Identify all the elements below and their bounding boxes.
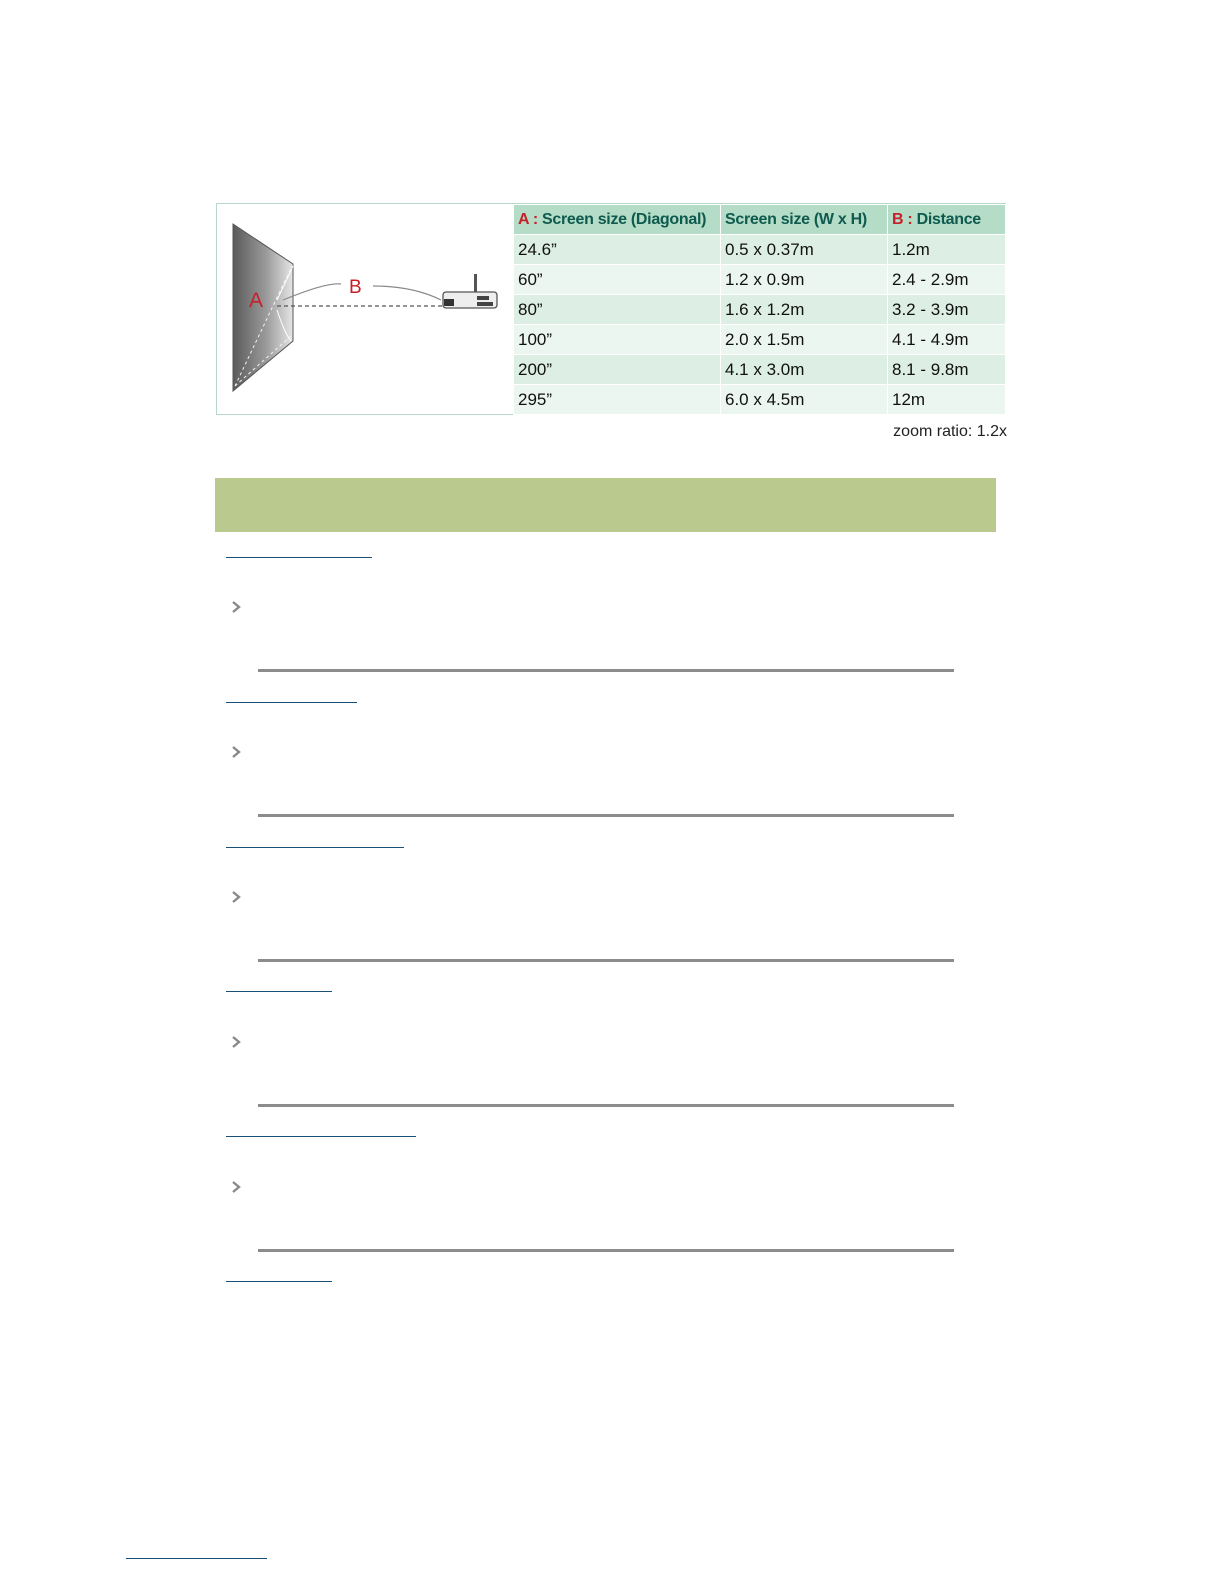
footnote-separator (126, 1558, 267, 1559)
projector-diagram (217, 204, 513, 414)
table-row: 80” 1.6 x 1.2m 3.2 - 3.9m (514, 295, 1006, 325)
chevron-right-icon (229, 890, 243, 904)
section-banner (215, 478, 996, 532)
header-diagonal: A : Screen size (Diagonal) (514, 205, 721, 235)
table-row: 60” 1.2 x 0.9m 2.4 - 2.9m (514, 265, 1006, 295)
chevron-right-icon (229, 1180, 243, 1194)
divider-rule (258, 669, 954, 672)
link-underline[interactable] (226, 1281, 332, 1282)
header-width-height: Screen size (W x H) (721, 205, 888, 235)
label-a: A (249, 289, 264, 312)
link-underline[interactable] (226, 991, 332, 992)
link-underline[interactable] (226, 847, 404, 848)
screen-distance-figure (216, 203, 1006, 415)
table-row: 200” 4.1 x 3.0m 8.1 - 9.8m (514, 355, 1006, 385)
screen-size-table (513, 204, 1006, 415)
link-underline[interactable] (226, 702, 357, 703)
table-row: 100” 2.0 x 1.5m 4.1 - 4.9m (514, 325, 1006, 355)
chevron-right-icon (229, 1035, 243, 1049)
divider-rule (258, 1104, 954, 1107)
header-distance: B : Distance (888, 205, 1006, 235)
chevron-right-icon (229, 745, 243, 759)
table-row: 295” 6.0 x 4.5m 12m (514, 385, 1006, 415)
zoom-ratio-note: zoom ratio: 1.2x (893, 423, 1007, 440)
divider-rule (258, 959, 954, 962)
label-b: B (349, 277, 362, 298)
chevron-right-icon (229, 600, 243, 614)
table-row: 24.6” 0.5 x 0.37m 1.2m (514, 235, 1006, 265)
table-header-row (514, 205, 1006, 235)
link-underline[interactable] (226, 557, 372, 558)
divider-rule (258, 814, 954, 817)
projector-icon (443, 274, 497, 308)
link-underline[interactable] (226, 1136, 416, 1137)
divider-rule (258, 1249, 954, 1252)
